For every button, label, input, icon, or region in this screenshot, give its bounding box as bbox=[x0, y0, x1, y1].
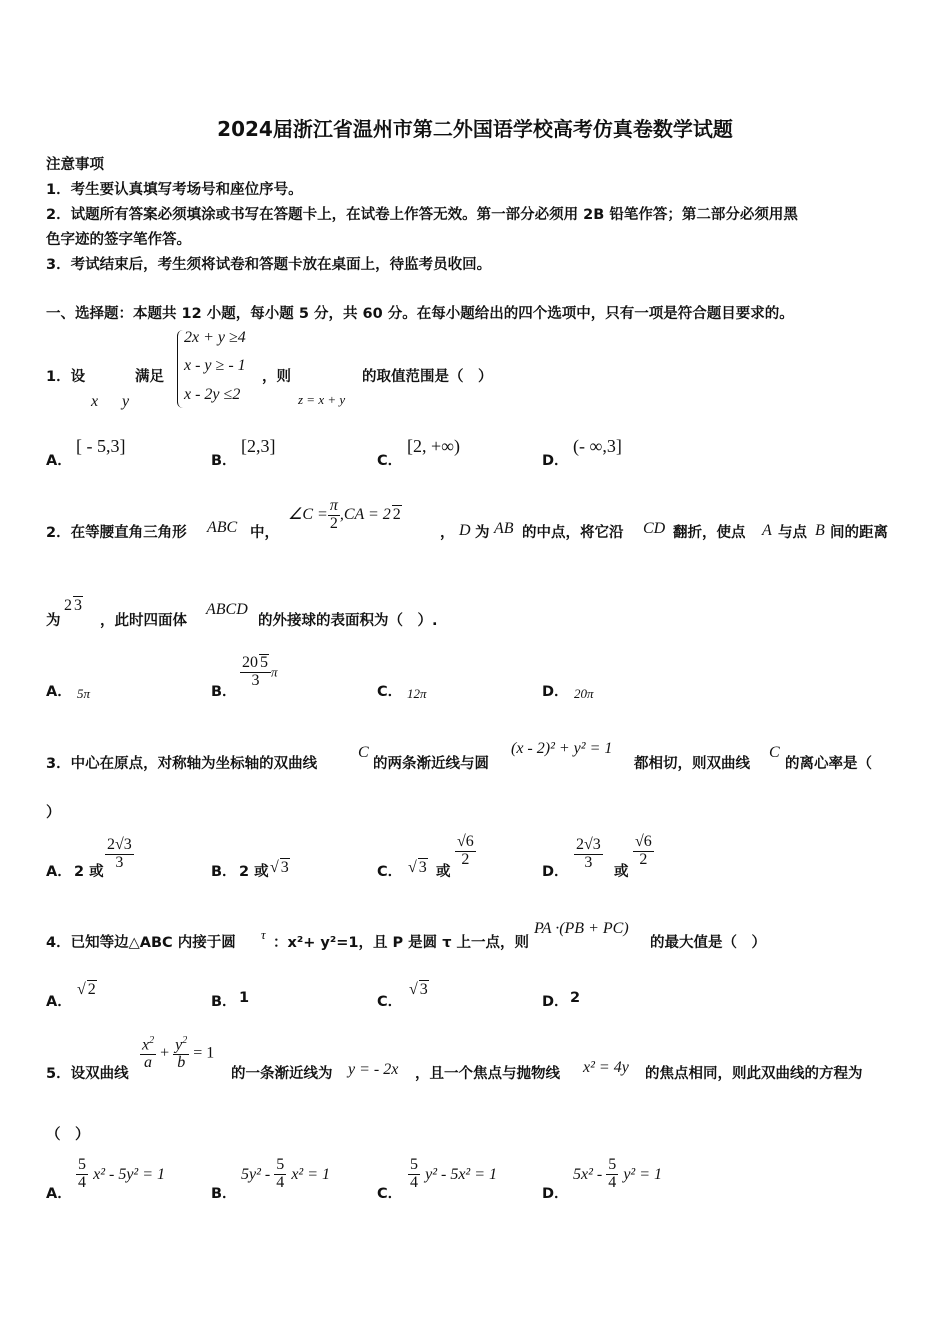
q5-option-value: $\frac{5}{4}$ y² - 5x² = 1 bbox=[410, 1156, 498, 1191]
q5-option-value: $\frac{5}{4}$ x² - 5y² = 1 bbox=[78, 1156, 166, 1191]
q5-parabola: x² = 4y bbox=[583, 1059, 629, 1076]
q2-option-label[interactable]: B． bbox=[211, 684, 237, 700]
q3-option-text: 2 或 bbox=[74, 864, 104, 880]
q2-option-label[interactable]: A． bbox=[46, 684, 72, 700]
section-heading: 一、选择题：本题共 12 小题，每小题 5 分，共 60 分。在每小题给出的四个选项中，只有一项是符合题目要求的。 bbox=[46, 306, 794, 322]
q3-c: C bbox=[769, 744, 780, 761]
q3-option-label[interactable]: C． bbox=[377, 864, 403, 880]
q2-triangle: ABC bbox=[207, 519, 238, 536]
q2-option-value: 12π bbox=[407, 686, 427, 701]
q5-option-value: 5y² - $\frac{5}{4}$ x² = 1 bbox=[241, 1156, 331, 1191]
q4-text: ：x²+ y²=1，且 P 是圆 τ 上一点，则 bbox=[273, 935, 530, 951]
q3-option-value: √ 3 bbox=[270, 859, 289, 876]
fraction: $\frac{2√3}{3}$ bbox=[107, 836, 132, 871]
q3-option-value bbox=[455, 834, 476, 869]
notice-item: 2．试题所有答案必须填涂或书写在答题卡上，在试卷上作答无效。第一部分必须用 2B 铅笔作答；第二部分必须用黑 bbox=[46, 207, 798, 223]
notice-item: 3．考试结束后，考生须将试卷和答题卡放在桌面上，待监考员收回。 bbox=[46, 257, 492, 273]
q2-option-label[interactable]: D． bbox=[542, 684, 569, 700]
q2-abcd: ABCD bbox=[206, 601, 248, 618]
q3-option-value bbox=[105, 837, 134, 872]
q4-option-value: 2 bbox=[570, 990, 581, 1006]
q3-text: 都相切，则双曲线 bbox=[634, 756, 750, 772]
q2-text: 的中点，将它沿 bbox=[522, 525, 624, 541]
fraction: $\frac{√6}{2}$ bbox=[457, 833, 474, 868]
q1-number: 1．设 bbox=[46, 369, 86, 385]
q2-distance: 2 3 bbox=[64, 597, 82, 614]
q1-var-y: y bbox=[122, 393, 130, 410]
q3-option-value: √ 3 bbox=[408, 859, 427, 876]
notice-item: 色字迹的签字笔作答。 bbox=[46, 232, 191, 248]
q2-text: ， bbox=[440, 525, 455, 541]
q1-ineq: x - 2y ≤2 bbox=[184, 386, 241, 403]
q1-ineq: x - y ≥ - 1 bbox=[184, 357, 246, 374]
q1-var-x: x bbox=[91, 393, 99, 410]
notice-heading: 注意事项 bbox=[46, 157, 104, 173]
q2-option-value: $\frac{20 5}{3}$ π bbox=[242, 654, 278, 689]
brace-shape bbox=[177, 330, 184, 408]
q1-option-label[interactable]: B． bbox=[211, 453, 237, 469]
q5-option-label[interactable]: B． bbox=[211, 1186, 237, 1202]
q3-option-text: 或 bbox=[436, 864, 451, 880]
q4-option-value: √ 2 bbox=[77, 981, 96, 998]
q1-then: ，则 bbox=[262, 369, 291, 385]
fraction: $\frac{5}{4}$ bbox=[410, 1156, 418, 1191]
q5-text: 的一条渐近线为 bbox=[231, 1066, 333, 1082]
q1-option-value: [ - 5,3] bbox=[76, 436, 126, 456]
q5-option-label[interactable]: D． bbox=[542, 1186, 569, 1202]
fraction: $\frac{x^2}{a}$ bbox=[142, 1035, 155, 1072]
q3-option-value bbox=[574, 837, 603, 872]
q3-option-label[interactable]: D． bbox=[542, 864, 569, 880]
fraction: $\frac{2√3}{3}$ bbox=[576, 836, 601, 871]
q4-option-value: √ 3 bbox=[409, 981, 428, 998]
q2-option-value: 5π bbox=[77, 686, 91, 701]
q5-option-label[interactable]: A． bbox=[46, 1186, 72, 1202]
q1-option-label[interactable]: A． bbox=[46, 453, 72, 469]
q2-ab: AB bbox=[494, 520, 514, 537]
q2-d: D bbox=[459, 522, 471, 539]
q3-c: C bbox=[358, 744, 369, 761]
q5-stem: 5．设双曲线 bbox=[46, 1066, 129, 1082]
q2-text: 为 bbox=[475, 525, 490, 541]
q3-option-text: 2 或 bbox=[239, 864, 269, 880]
q2-cd: CD bbox=[643, 520, 666, 537]
q2-condition: ∠C = $\frac{\pi}{2}$ ,CA = 2 2 bbox=[288, 497, 401, 532]
q1-option-value: [2,3] bbox=[241, 436, 276, 456]
q3-stem-end: ） bbox=[46, 805, 61, 821]
q4-stem-end: 的最大值是（ ） bbox=[650, 935, 766, 951]
q1-option-value: (- ∞,3] bbox=[573, 436, 622, 456]
fraction: $\frac{y^2}{b}$ bbox=[175, 1035, 188, 1072]
q5-asymptote: y = - 2x bbox=[348, 1061, 399, 1078]
q2-text: 为 bbox=[46, 613, 61, 629]
q1-ineq: 2x + y ≥4 bbox=[184, 329, 246, 346]
fraction: $\frac{5}{4}$ bbox=[276, 1156, 285, 1191]
q4-expr: PA ·(PB + PC) bbox=[534, 920, 629, 937]
page-title: 2024届浙江省温州市第二外国语学校高考仿真卷数学试题 bbox=[217, 117, 733, 141]
q5-hyperbola: $\frac{x^2}{a}$ + $\frac{y^2}{b}$ = 1 bbox=[142, 1035, 215, 1072]
q1-satisfy: 满足 bbox=[135, 369, 164, 385]
q5-option-value: 5x² - $\frac{5}{4}$ y² = 1 bbox=[573, 1156, 663, 1191]
sqrt-radicand: 3 bbox=[74, 597, 82, 614]
q2-text: 与点 bbox=[778, 525, 807, 541]
q4-stem: 4．已知等边△ABC 内接于圆 bbox=[46, 935, 236, 951]
q1-stem-end: 的取值范围是（ ） bbox=[362, 369, 493, 385]
fraction: $\frac{\pi}{2}$ bbox=[329, 497, 338, 532]
q2-stem-end: 的外接球的表面积为（ ）. bbox=[258, 613, 438, 629]
q1-option-value: [2, +∞) bbox=[407, 436, 460, 456]
q4-option-label[interactable]: C． bbox=[377, 994, 403, 1010]
q3-option-label[interactable]: B． bbox=[211, 864, 237, 880]
q4-option-label[interactable]: B． bbox=[211, 994, 237, 1010]
q2-option-label[interactable]: C． bbox=[377, 684, 403, 700]
fraction: $\frac{20 5}{3}$ bbox=[240, 654, 271, 690]
q4-option-label[interactable]: D． bbox=[542, 994, 569, 1010]
fraction: $\frac{5}{4}$ bbox=[78, 1156, 86, 1191]
q5-text: ，且一个焦点与抛物线 bbox=[415, 1066, 560, 1082]
q1-option-label[interactable]: D． bbox=[542, 453, 569, 469]
sqrt-radicand: 2 bbox=[392, 505, 401, 523]
q4-tau: τ bbox=[261, 927, 266, 942]
fraction: $\frac{5}{4}$ bbox=[608, 1156, 617, 1191]
q5-option-label[interactable]: C． bbox=[377, 1186, 403, 1202]
q5-stem-end: （ ） bbox=[46, 1127, 90, 1143]
q5-text: 的焦点相同，则此双曲线的方程为 bbox=[645, 1066, 863, 1082]
q2-text: 翻折，使点 bbox=[673, 525, 746, 541]
q2-a: A bbox=[762, 522, 772, 539]
fraction: $\frac{√6}{2}$ bbox=[635, 833, 652, 868]
q1-option-label[interactable]: C． bbox=[377, 453, 403, 469]
q4-option-label[interactable]: A． bbox=[46, 994, 72, 1010]
q3-text: 的离心率是（ bbox=[785, 756, 872, 772]
q3-option-label[interactable]: A． bbox=[46, 864, 72, 880]
q2-b: B bbox=[815, 522, 825, 539]
q3-text: 的两条渐近线与圆 bbox=[373, 756, 489, 772]
q3-stem: 3．中心在原点，对称轴为坐标轴的双曲线 bbox=[46, 756, 318, 772]
q2-stem: 2．在等腰直角三角形 bbox=[46, 525, 187, 541]
q2-text: 中， bbox=[250, 525, 279, 541]
q3-option-value bbox=[633, 834, 654, 869]
q2-option-value: 20π bbox=[574, 686, 594, 701]
notice-item: 1．考生要认真填写考场号和座位序号。 bbox=[46, 182, 303, 198]
q3-circle: (x - 2)² + y² = 1 bbox=[511, 740, 613, 757]
q3-option-text: 或 bbox=[614, 864, 629, 880]
q1-z: z = x + y bbox=[298, 392, 346, 407]
q2-text: 间的距离 bbox=[830, 525, 888, 541]
q2-text: ，此时四面体 bbox=[100, 613, 187, 629]
q4-option-value: 1 bbox=[239, 990, 250, 1006]
